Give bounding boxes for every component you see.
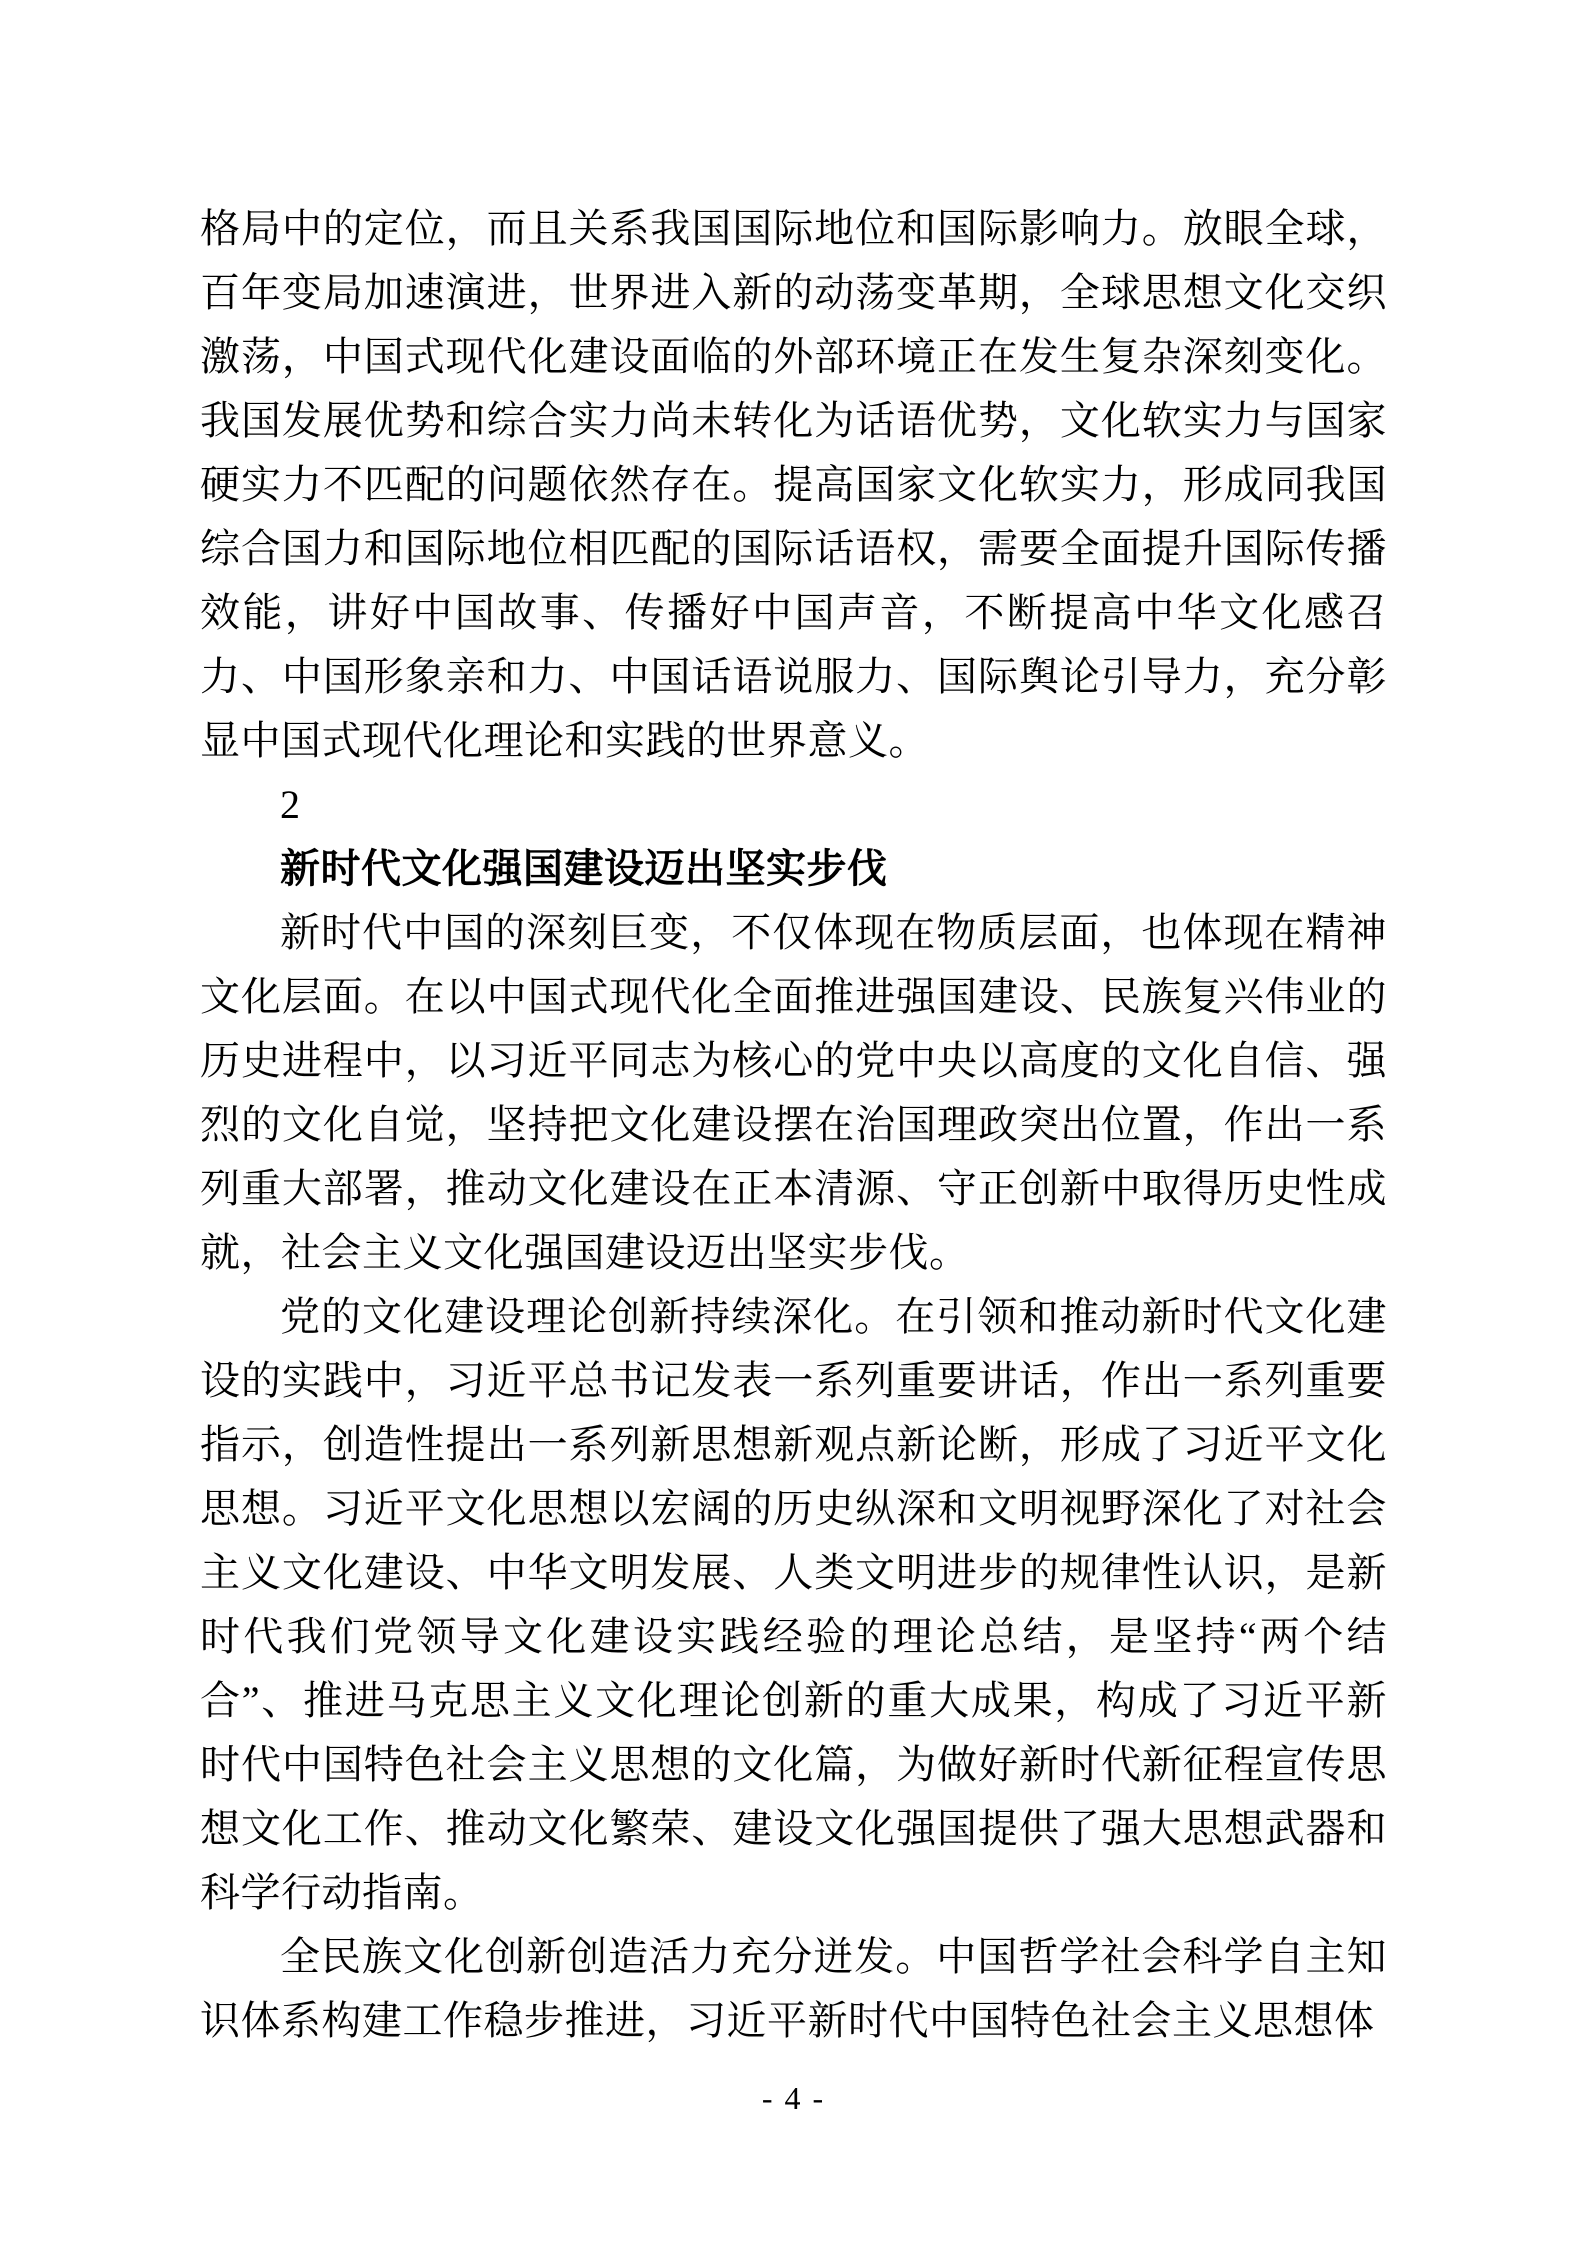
- page-body: [200, 197, 1387, 2053]
- paragraph: 新时代中国的深刻巨变，不仅体现在物质层面，也体现在精神文化层面。在以中国式现代化全面推进强国建设、民族复兴伟业的历史进程中，以习近平同志为核心的党中央以高度的文化自信、强烈的文化自觉，坚持把文化建设摆在治国理政突出位置，作出一系列重大部署，推动文化建设在正本清源、守正创新中取得历史性成就，社会主义文化强国建设迈出坚实步伐。: [200, 910, 1387, 1275]
- paragraph: 全民族文化创新创造活力充分迸发。中国哲学社会科学自主知识体系构建工作稳步推进，习近平新时代中国特色社会主义思想体: [200, 1934, 1387, 2043]
- section-heading: 新时代文化强国建设迈出坚实步伐: [280, 846, 888, 891]
- page-footer: [0, 2078, 1587, 2118]
- paragraph-continuation: 格局中的定位，而且关系我国国际地位和国际影响力。放眼全球，百年变局加速演进，世界进入新的动荡变革期，全球思想文化交织激荡，中国式现代化建设面临的外部环境正在发生复杂深刻变化。我国发展优势和综合实力尚未转化为话语优势，文化软实力与国家硬实力不匹配的问题依然存在。提高国家文化软实力，形成同我国综合国力和国际地位相匹配的国际话语权，需要全面提升国际传播效能，讲好中国故事、传播好中国声音，不断提高中华文化感召力、中国形象亲和力、中国话语说服力、国际舆论引导力，充分彰显中国式现代化理论和实践的世界意义。: [200, 206, 1387, 763]
- paragraph: 党的文化建设理论创新持续深化。在引领和推动新时代文化建设的实践中，习近平总书记发表一系列重要讲话，作出一系列重要指示，创造性提出一系列新思想新观点新论断，形成了习近平文化思想。习近平文化思想以宏阔的历史纵深和文明视野深化了对社会主义文化建设、中华文明发展、人类文明进步的规律性认识，是新时代我们党领导文化建设实践经验的理论总结，是坚持“两个结合”、推进马克思主义文化理论创新的重大成果，构成了习近平新时代中国特色社会主义思想的文化篇，为做好新时代新征程宣传思想文化工作、推动文化繁荣、建设文化强国提供了强大思想武器和科学行动指南。: [200, 1294, 1387, 1915]
- section-number: 2: [280, 782, 301, 827]
- page-number: - 4 -: [761, 2080, 826, 2116]
